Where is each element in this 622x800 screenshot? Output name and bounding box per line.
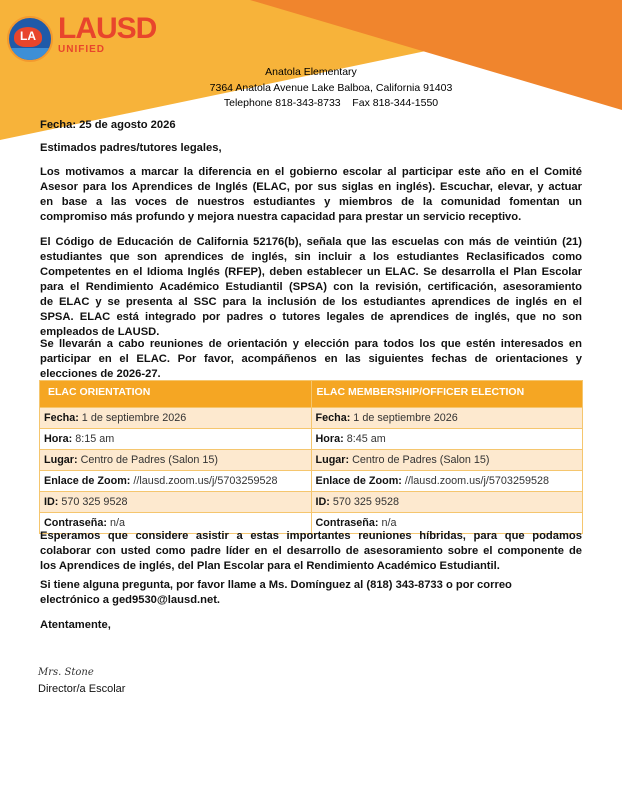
signer-title: Director/a Escolar [38, 683, 126, 695]
table-cell: Fecha: 1 de septiembre 2026 [311, 408, 583, 429]
table-cell: Lugar: Centro de Padres (Salon 15) [311, 450, 583, 471]
table-row [40, 450, 583, 471]
school-name: Anatola Elementary [265, 66, 357, 78]
table-cell: Hora: 8:15 am [40, 429, 312, 450]
logo-text: LAUSD [58, 12, 157, 45]
meeting-table [39, 380, 583, 534]
paragraph-2: El Código de Educación de California 52176(b), señala que las escuelas con más de veintiún (21) estudiantes que son aprendices de inglés, sin incluir a los estudiantes Reclasificados como Competentes en el Idioma Inglés (RFEP), deben establecer un ELAC. Se desarrolla el Plan Escolar para el Rendimiento Académico Estudiantil (SPSA) con la revisión, certificación, asesoramiento de ELAC y se presenta al SSC para la inclusión de los estudiantes aprendices de inglés en el SPSA. ELAC está integrado por padres o tutores legales de aprendices de inglés, que no son empleados de LAUSD. [40, 236, 582, 338]
table-cell: Enlace de Zoom: //lausd.zoom.us/j/5703259528 [311, 471, 583, 492]
letter-date: Fecha: 25 de agosto 2026 [40, 119, 176, 131]
paragraph-4: Esperamos que considere asistir a estas importantes reuniones híbridas, para que podamos colaborar con usted como padre líder en el desarrollo de asesoramiento sobre el componente de los Aprendices de inglés, del Plan Escolar para el Rendimiento Académico Estudiantil. [40, 530, 582, 572]
signature: Mrs. Stone [38, 667, 94, 678]
paragraph-3: Se llevarán a cabo reuniones de orientación y elección para todos los que estén interesados en participar en el ELAC. Por favor, acompáñenos en las siguientes fechas de orientaciones y elecciones de 2026-27. [40, 338, 582, 380]
header-election: ELAC MEMBERSHIP/OFFICER ELECTION [311, 381, 583, 408]
zoom-link[interactable]: //lausd.zoom.us/j/5703259528 [130, 475, 278, 487]
table-row [40, 492, 583, 513]
table-cell: Enlace de Zoom: //lausd.zoom.us/j/5703259528 [40, 471, 312, 492]
paragraph-5: Si tiene alguna pregunta, por favor llame a Ms. Domínguez al (818) 343-8733 o por correo electrónico a ged9530@lausd.net. [40, 579, 512, 606]
lausd-seal-icon: LA [7, 16, 53, 62]
table-cell: ID: 570 325 9528 [311, 492, 583, 513]
table-cell: ID: 570 325 9528 [40, 492, 312, 513]
zoom-link[interactable]: //lausd.zoom.us/j/5703259528 [401, 475, 549, 487]
school-address: 7364 Anatola Avenue Lake Balboa, California 91403 [209, 82, 453, 94]
closing: Atentamente, [40, 619, 111, 631]
table-cell: Fecha: 1 de septiembre 2026 [40, 408, 312, 429]
greeting: Estimados padres/tutores legales, [40, 142, 222, 154]
header-orientation: ELAC ORIENTATION [40, 381, 312, 408]
table-row [40, 429, 583, 450]
logo-subtext: UNIFIED [58, 44, 105, 55]
table-cell: Contraseña: n/a [311, 513, 583, 534]
paragraph-1: Los motivamos a marcar la diferencia en el gobierno escolar al participar este año en el Comité Asesor para los Aprendices de Inglés (ELAC, por sus siglas en inglés). Escuchar, elevar, y actuar en base a las voces de nuestros estudiantes y miembros de la comunidad fomentan un compromiso más profundo y mejora nuestra capacidad para prestar un servicio receptivo. [40, 166, 582, 223]
table-cell: Lugar: Centro de Padres (Salon 15) [40, 450, 312, 471]
table-row [40, 408, 583, 429]
school-phone: Telephone 818-343-8733 Fax 818-344-1550 [223, 97, 439, 109]
table-cell: Hora: 8:45 am [311, 429, 583, 450]
table-row [40, 471, 583, 492]
table-cell: Contraseña: n/a [40, 513, 312, 534]
